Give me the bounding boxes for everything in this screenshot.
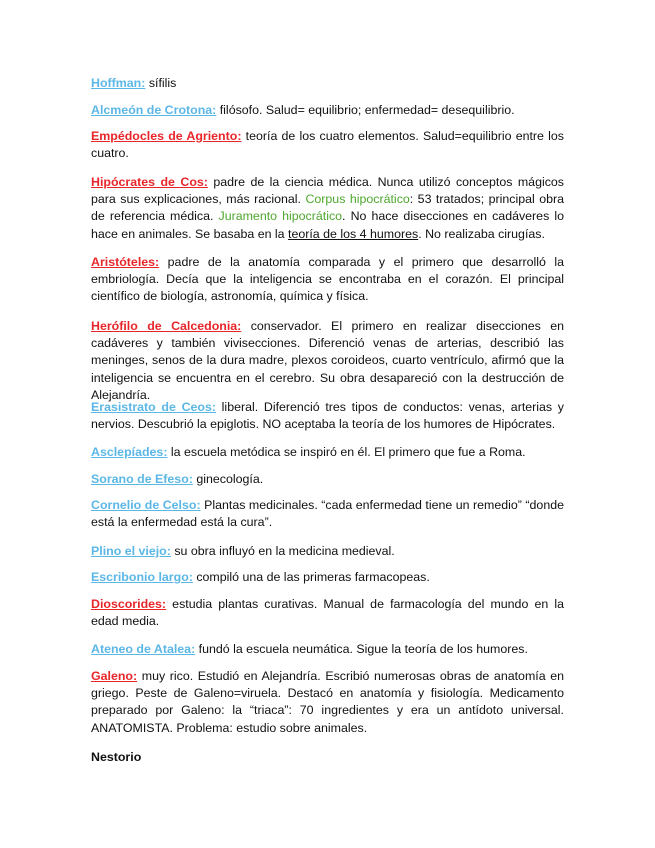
entry-erasistrato	[91, 399, 564, 433]
desc-asclepiades: la escuela metódica se inspiró en él. El primero que fue a Roma.	[167, 445, 526, 459]
entry-celso	[91, 497, 564, 531]
term-hipocrates: Hipócrates de Cos:	[91, 175, 208, 189]
desc-aristoteles: padre de la anatomía comparada y el primero que desarrolló la embriología. Decía que la inteligencia se encontraba en el corazón. El principal científico de biología, astronomía, química y física.	[91, 255, 564, 304]
entry-asclepiades	[91, 444, 564, 461]
entry-empedocles	[91, 128, 564, 162]
desc-ateneo: fundó la escuela neumática. Sigue la teoría de los humores.	[195, 642, 528, 656]
term-sorano: Sorano de Efeso:	[91, 472, 193, 486]
term-galeno: Galeno:	[91, 669, 138, 683]
desc-sorano: ginecología.	[192, 472, 264, 486]
desc-hipocrates-2: : 53 tratados; principal obra de referencia médica.	[91, 192, 564, 224]
desc-hipocrates-4: . No realizaba cirugías.	[418, 226, 545, 241]
entry-escribonio	[91, 569, 564, 586]
desc-hipocrates-3: . No hace disecciones en cadáveres lo hace en animales. Se basaba en la	[91, 209, 564, 241]
desc-erasistrato: liberal. Diferenció tres tipos de conductos: venas, arterias y nervios. Descubrió la epiglotis. NO aceptaba la teoría de los humores de Hipócrates.	[91, 400, 564, 432]
term-erasistrato: Erasistrato de Ceos:	[91, 400, 216, 414]
entry-plino	[91, 543, 564, 560]
term-hoffman: Hoffman:	[91, 76, 146, 90]
term-asclepiades: Asclepíades:	[91, 445, 168, 459]
desc-empedocles: teoría de los cuatro elementos. Salud=equilibrio entre los cuatro.	[91, 129, 564, 161]
entry-alcmeon	[91, 102, 564, 119]
entry-herofilo	[91, 318, 564, 404]
term-alcmeon: Alcmeón de Crotona:	[91, 103, 217, 117]
desc-dioscorides: estudia plantas curativas. Manual de farmacología del mundo en la edad media.	[91, 597, 564, 629]
desc-hoffman: sífilis	[145, 76, 177, 90]
juramento-hipocratico: Juramento hipocrático	[218, 209, 343, 224]
term-plino: Plino el viejo:	[91, 544, 171, 558]
desc-escribonio: compiló una de las primeras farmacopeas.	[192, 570, 430, 584]
entry-dioscorides	[91, 596, 564, 630]
term-herofilo: Herófilo de Calcedonia:	[91, 319, 242, 333]
term-aristoteles: Aristóteles:	[91, 255, 160, 269]
entry-aristoteles	[91, 254, 564, 306]
desc-plino: su obra influyó en la medicina medieval.	[170, 544, 395, 558]
term-empedocles: Empédocles de Agriento:	[91, 129, 242, 143]
term-escribonio: Escribonio largo:	[91, 570, 193, 584]
desc-alcmeon: filósofo. Salud= equilibrio; enfermedad= desequilibrio.	[216, 103, 515, 117]
term-ateneo: Ateneo de Atalea:	[91, 642, 196, 656]
heading-nestorio: Nestorio	[91, 750, 142, 764]
term-celso: Cornelio de Celso:	[91, 498, 201, 512]
desc-hipocrates-1: padre de la ciencia médica. Nunca utilizó conceptos mágicos para sus explicaciones, más racional.	[91, 175, 565, 207]
desc-galeno: muy rico. Estudió en Alejandría. Escribió numerosas obras de anatomía en griego. Peste de Galeno=viruela. Destacó en anatomía y fisiología. Medicamento preparado por Galeno: la “triaca”: 70 ingredientes y era un antídoto universal. ANATOMISTA. Problema: estudio sobre animales.	[91, 669, 564, 735]
entry-hipocrates	[91, 174, 564, 243]
entry-galeno	[91, 668, 564, 737]
entry-ateneo	[91, 641, 564, 658]
entry-hoffman	[91, 75, 564, 92]
desc-celso: Plantas medicinales. “cada enfermedad tiene un remedio” “donde está la enfermedad está la cura”.	[91, 498, 564, 530]
term-dioscorides: Dioscorides:	[91, 597, 167, 611]
corpus-hipocratico: Corpus hipocrático	[305, 192, 410, 207]
entry-sorano	[91, 471, 564, 488]
teoria-humores: teoría de los 4 humores	[288, 226, 419, 241]
desc-herofilo: conservador. El primero en realizar disecciones en cadáveres y también vivisecciones. Diferenció venas de arterias, describió las meninges, senos de la dura madre, plexos coroideos, cuarto ventrículo, afirmó que la inteligencia se encuentra en el cerebro. Su obra desapareció con la destrucción de Alejandría.	[91, 319, 564, 402]
